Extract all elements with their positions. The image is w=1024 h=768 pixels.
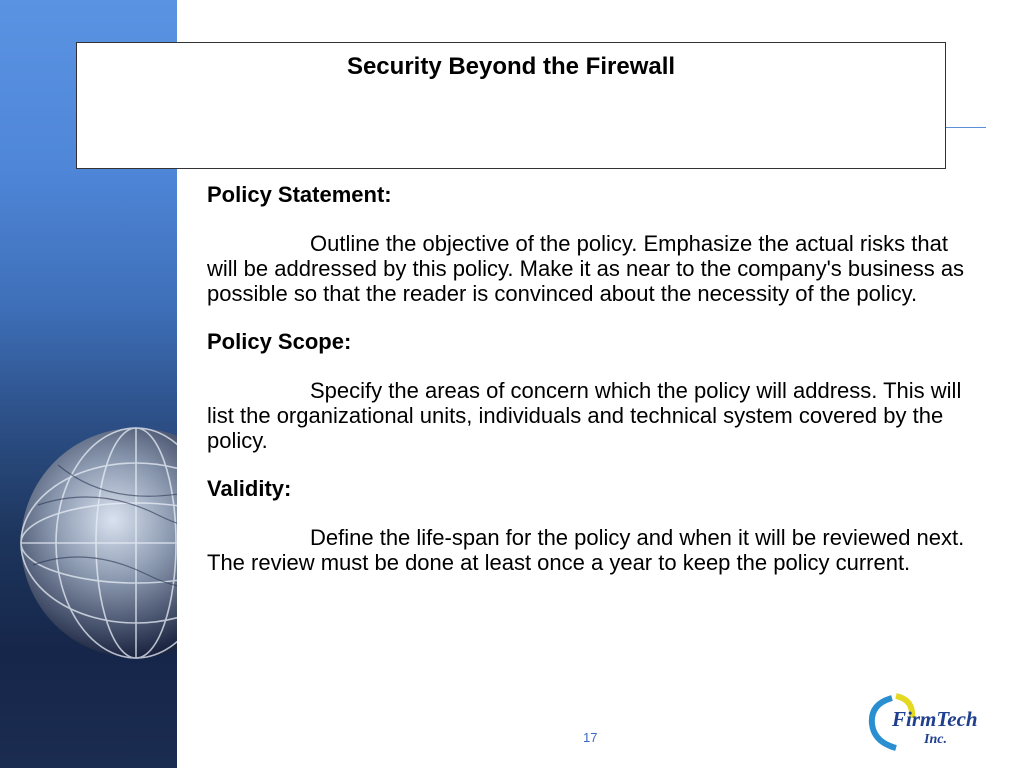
firmtech-logo [862,690,1012,754]
section-heading: Policy Statement: [207,182,392,207]
section-body: Outline the objective of the policy. Emphasize the actual risks that will be addressed by this policy. Make it as near to the company's business as possible so that the reader is convinced about the necessity of the policy. [207,231,965,306]
section-body: Define the life-span for the policy and when it will be reviewed next. The review must be done at least once a year to keep the policy current. [207,525,965,575]
section-body: Specify the areas of concern which the policy will address. This will list the organizational units, individuals and technical system covered by the policy. [207,378,962,453]
logo-text-line2: Inc. [924,732,947,747]
logo-text-line1: FirmTech [892,707,978,731]
section-heading: Validity: [207,476,292,501]
section-policy-scope [207,328,977,453]
section-heading: Policy Scope: [207,329,352,354]
slide-content [207,181,977,597]
section-validity [207,475,977,575]
accent-line [946,127,986,128]
slide-title: Security Beyond the Firewall [346,53,676,80]
title-box [76,42,946,169]
section-policy-statement [207,181,977,306]
page-number: 17 [583,730,598,745]
globe-graphic [18,425,177,661]
